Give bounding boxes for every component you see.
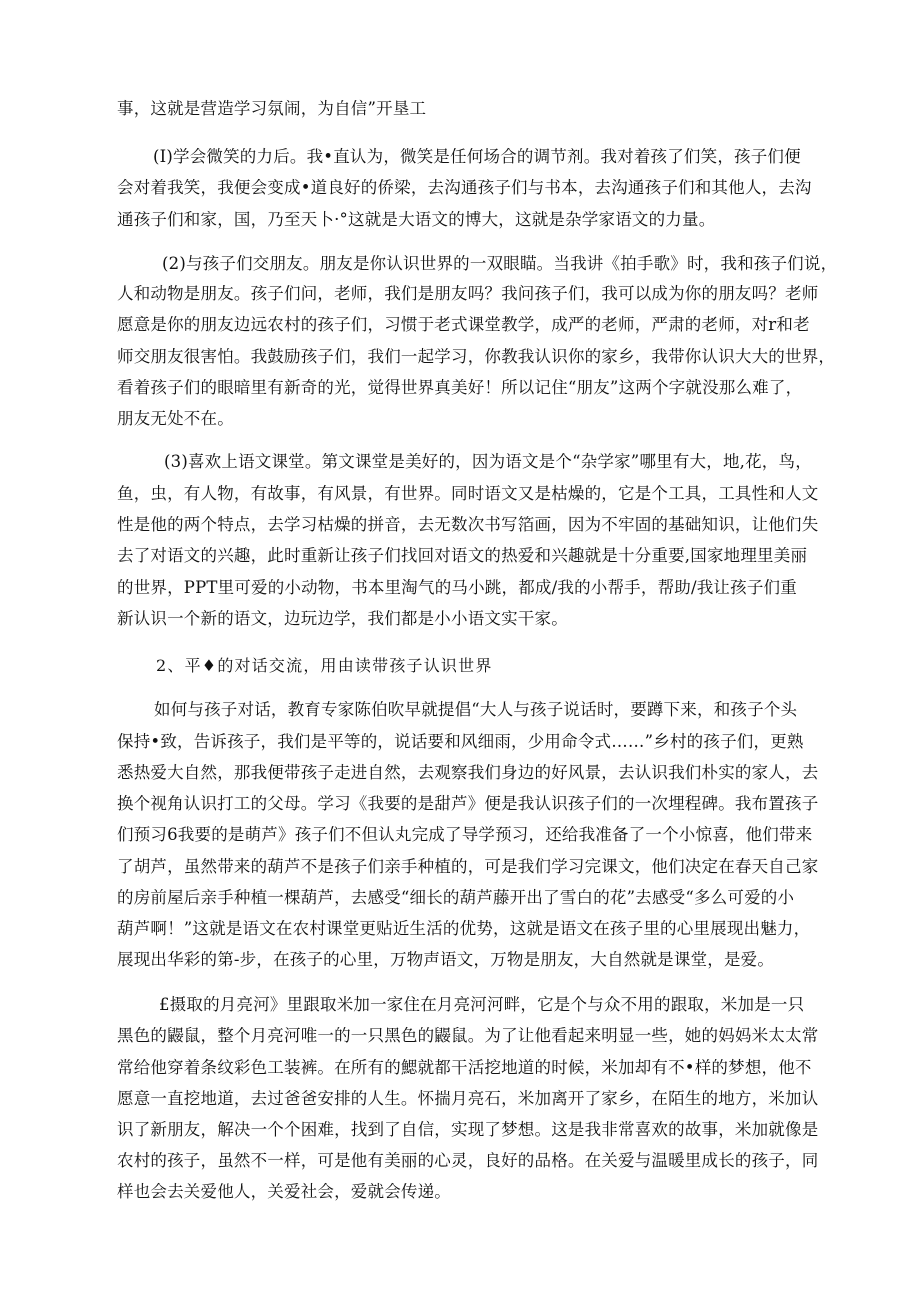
paragraph-3-line: 鱼，虫，有人物，有故事，有风景，有世界。同时语文又是枯燥的，它是个工具，工具性和人文 — [117, 484, 819, 503]
paragraph-2-line: 看着孩子们的眼暗里有新奇的光，觉得世界真美好！所以记住“朋友”这两个字就没那么难了， — [117, 378, 803, 397]
paragraph-4-line: 的房前屋后亲手种植一棵葫芦，去感受“细长的葫芦藤开出了雪白的花”去感受“多么可爱的小 — [117, 888, 795, 907]
paragraph-5-line: 样也会去关爱他人，关爱社会，爱就会传递。 — [117, 1182, 451, 1201]
paragraph-2-line: 师交朋友很害怕。我鼓励孩子们，我们一起学习，你教我认识你的家乡，我带你认识大大的世界， — [117, 347, 836, 366]
paragraph-5-line: 识了新朋友，解决一个个困难，找到了自信，实现了梦想。这是我非常喜欢的故事，米加就像是 — [117, 1120, 819, 1139]
paragraph-3-line: 去了对语文的兴趣，此时重新让孩子们找回对语文的热爱和兴趣就是十分重要,国家地理里美丽 — [117, 546, 808, 565]
paragraph-1-line: (I)学会微笑的力后。我•直认为，微笑是任何场合的调节剂。我对着孩了们笑，孩子们便 — [153, 147, 801, 166]
paragraph-1-line: 会对着我笑，我便会变成•道良好的侨梁，去沟通孩子们与书本，去沟通孩子们和其他人，去沟 — [117, 178, 812, 197]
paragraph-4-line: 们预习6我要的是萌芦》孩子们不但认丸完成了导学预习，还给我准备了一个小惊喜，他们带来 — [117, 825, 813, 844]
paragraph-4-line: 如何与孩子对话，教育专家陈伯吹早就提倡“大人与孩子说话时，要蹲下来，和孩子个头 — [154, 700, 798, 719]
paragraph-4-line: 悉热爱大自然，那我便带孩子走进自然，去观察我们身边的好风景，去认识我们朴实的家人，去 — [117, 763, 819, 782]
text-line: 事，这就是营造学习氛闹，为自信”开垦工 — [117, 99, 427, 118]
paragraph-4-line: 葫芦啊！”这就是语文在农村课堂更贴近生活的优势，这就是语文在孩子里的心里展现出魅力， — [117, 919, 811, 938]
paragraph-3-line: 的世界，PPT里可爱的小动物，书本里淘气的马小跳，都成/我的小帮手，帮助/我让孩子们重 — [117, 578, 797, 597]
paragraph-4-line: 保持•致，告诉孩子，我们是平等的，说话要和风细雨，少用命令式……”乡村的孩子们，更熟 — [117, 732, 804, 751]
paragraph-2-line: 人和动物是朋友。孩子们问，老师，我们是朋友吗？我问孩子们，我可以成为你的朋友吗？老师 — [117, 284, 819, 303]
paragraph-3-line: 新认识一个新的语文，边玩边学，我们都是小小语文实干家。 — [117, 609, 568, 628]
paragraph-5-line: 黑色的鼹鼠，整个月亮河唯一的一只黑色的鼹鼠。为了让他看起来明显一些，她的妈妈米太太常 — [117, 1026, 819, 1045]
paragraph-4-line: 换个视角认识打工的父母。学习《我要的是甜芦》便是我认识孩子们的一次埋程碑。我布置孩子 — [117, 794, 819, 813]
section-heading: 2、平♦的对话交流，用由读带孩子认识世界 — [156, 656, 493, 675]
paragraph-3-line: 性是他的两个特点，去学习枯燥的拼音，去无数次书写箔画，因为不牢固的基础知识，让他们失 — [117, 515, 819, 534]
paragraph-2-line: 愿意是你的朋友边远农村的孩子们，习惯于老式课堂教学，成严的老师，严肃的老师，对r和老 — [117, 315, 810, 334]
paragraph-4-line: 了胡芦，虽然带来的葫芦不是孩子们亲手种植的，可是我们学习完课文，他们决定在春天自己家 — [117, 857, 819, 876]
paragraph-5-line: 常给他穿着条纹彩色工装裤。在所有的鰓就都干活挖地道的时候，米加却有不•样的梦想，他不 — [117, 1058, 812, 1077]
paragraph-3-line: (3)喜欢上语文课堂。第文课堂是美好的，因为语文是个“杂学家”哪里有大，地,花，鸟， — [164, 452, 812, 471]
paragraph-5-line: 愿意一直挖地道，去过爸爸安排的人生。怀揣月亮石，米加离开了家乡，在陌生的地方，米加认 — [117, 1089, 819, 1108]
paragraph-5-line: 农村的孩子，虽然不一样，可是他有美丽的心灵，良好的品格。在关爱与温暖里成长的孩子，同 — [117, 1151, 819, 1170]
paragraph-2-line: 朋友无处不在。 — [117, 409, 234, 428]
paragraph-1-line: 通孩子们和家，国，乃至天卜·°这就是大语文的博大，这就是杂学家语文的力量。 — [117, 210, 716, 229]
paragraph-5-line: £摄取的月亮河》里跟取米加一家住在月亮河河畔，它是个与众不用的跟取，米加是一只 — [159, 995, 805, 1014]
paragraph-2-line: (2)与孩子们交朋友。朋友是你认识世界的一双眼瞄。当我讲《拍手歌》时，我和孩子们说， — [162, 254, 838, 273]
paragraph-4-line: 展现出华彩的第-步，在孩子的心里，万物声语文，万物是朋友，大自然就是课堂，是爱。 — [117, 950, 775, 969]
